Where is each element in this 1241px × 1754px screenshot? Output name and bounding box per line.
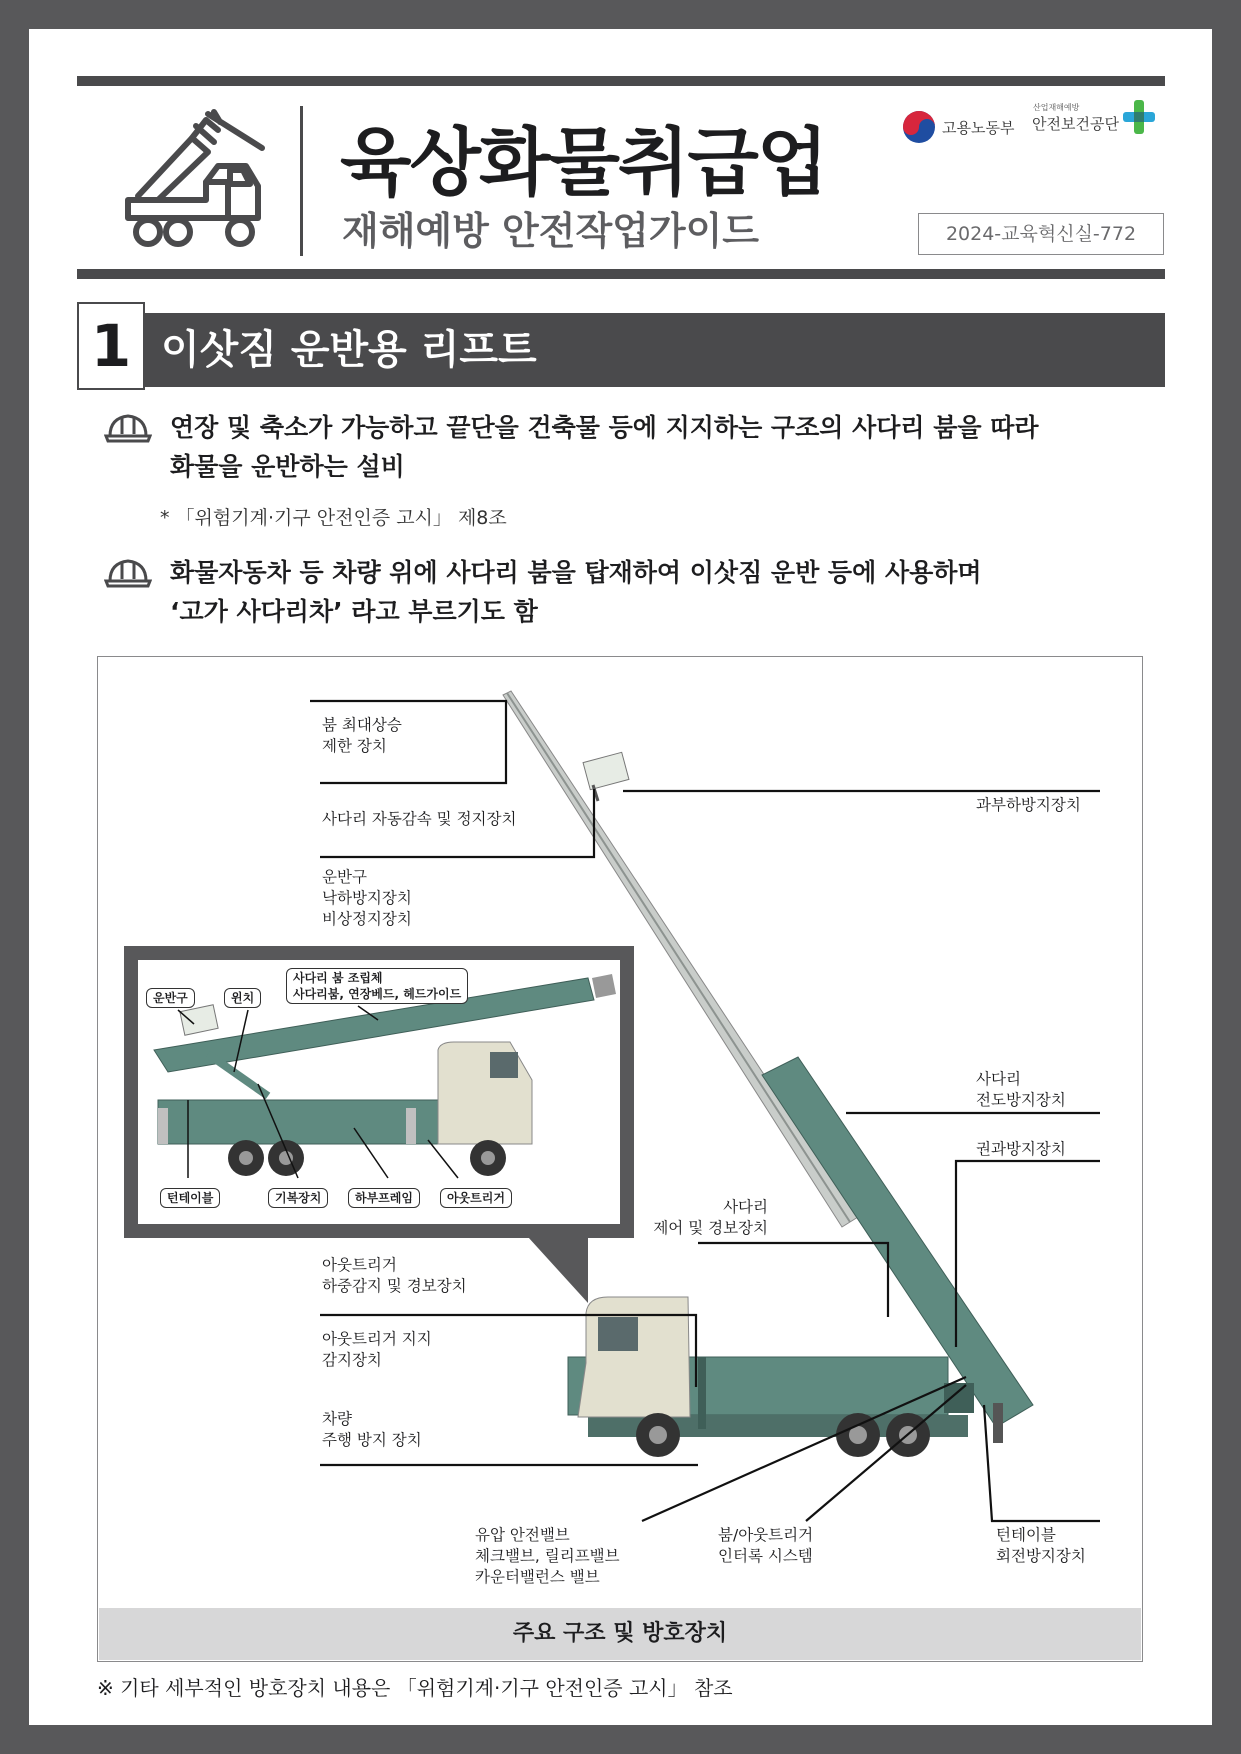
- label-vehicle: 차량 주행 방지 장치: [322, 1410, 422, 1449]
- ladder-truck-icon: [118, 108, 268, 250]
- inset-tag-boom-assembly: 사다리 붐 조립체 사다리붐, 연장베드, 헤드가이드: [286, 968, 468, 1004]
- header-bottom-rule: [77, 269, 1165, 279]
- inset-tag-raising: 기복장치: [268, 1188, 328, 1208]
- inset-tag-turntable: 턴테이블: [160, 1188, 220, 1208]
- label-ladder-tip: 사다리 전도방지장치: [976, 1070, 1066, 1109]
- taegeuk-icon: [902, 110, 936, 144]
- ministry-logo: [902, 110, 1014, 144]
- carrier-platform: [583, 752, 629, 801]
- label-interlock: 붐/아웃트리거 인터록 시스템: [718, 1526, 814, 1565]
- inset-tag-winch: 윈치: [224, 988, 261, 1008]
- inset-frame: [124, 946, 634, 1238]
- label-turntable-lock: 턴테이블 회전방지장치: [996, 1526, 1086, 1565]
- header-top-rule: [77, 76, 1165, 86]
- label-outrigger-support: 아웃트리거 지지 감지장치: [322, 1330, 432, 1369]
- bullet-item: [104, 553, 982, 631]
- agency-small-text: 산업재해예방: [1033, 103, 1080, 112]
- figure-caption: 주요 구조 및 방호장치: [99, 1608, 1141, 1660]
- section-number: 1: [77, 302, 145, 390]
- bullet-line: ‘고가 사다리차’ 라고 부르기도 함: [170, 597, 538, 626]
- regulation-note: * 「위험기계·기구 안전인증 고시」 제8조: [160, 507, 507, 529]
- bullet-item: [104, 408, 1039, 486]
- inset-tag-carrier: 운반구: [146, 988, 195, 1008]
- bullet-line: 연장 및 축소가 가능하고 끝단을 건축물 등에 지지하는 구조의 사다리 붐을 따라: [170, 413, 1039, 442]
- inset-tag-outrigger: 아웃트리거: [440, 1188, 512, 1208]
- header-divider: [300, 106, 303, 256]
- doc-number: 2024-교육혁신실-772: [918, 213, 1164, 255]
- label-overload: 과부하방지장치: [976, 796, 1081, 814]
- section-title: 이삿짐 운반용 리프트: [145, 313, 1165, 387]
- page-subtitle: 재해예방 안전작업가이드: [342, 209, 760, 253]
- cross-logo-icon: [1123, 100, 1155, 134]
- bullet-line: 화물을 운반하는 설비: [170, 452, 405, 481]
- label-ladder-control: 사다리 제어 및 경보장치: [653, 1198, 768, 1237]
- label-overwind: 권과방지장치: [976, 1140, 1066, 1158]
- bullet-line: 화물자동차 등 차량 위에 사다리 붐을 탑재하여 이삿짐 운반 등에 사용하며: [170, 558, 982, 587]
- structure-figure: [97, 656, 1143, 1662]
- label-outrigger-load: 아웃트리거 하중감지 및 경보장치: [322, 1256, 467, 1295]
- label-ladder-auto: 사다리 자동감속 및 정지장치: [322, 810, 517, 828]
- inset-pointer: [528, 1237, 608, 1307]
- hardhat-icon: [104, 412, 152, 444]
- agency-logo: [1032, 102, 1155, 134]
- hardhat-icon: [104, 557, 152, 589]
- footnote: ※ 기타 세부적인 방호장치 내용은 「위험기계·기구 안전인증 고시」 참조: [97, 1676, 733, 1700]
- label-carrier: 운반구 낙하방지장치 비상정지장치: [322, 868, 412, 928]
- label-boom-limit: 붐 최대상승 제한 장치: [322, 716, 402, 755]
- label-hydraulic: 유압 안전밸브 체크밸브, 릴리프밸브 카운터밸런스 밸브: [475, 1526, 620, 1586]
- page-title: 육상화물취급업: [340, 120, 827, 206]
- ministry-name: 고용노동부: [942, 118, 1015, 137]
- inset-tag-subframe: 하부프레임: [348, 1188, 420, 1208]
- agency-name: 안전보건공단: [1032, 115, 1119, 133]
